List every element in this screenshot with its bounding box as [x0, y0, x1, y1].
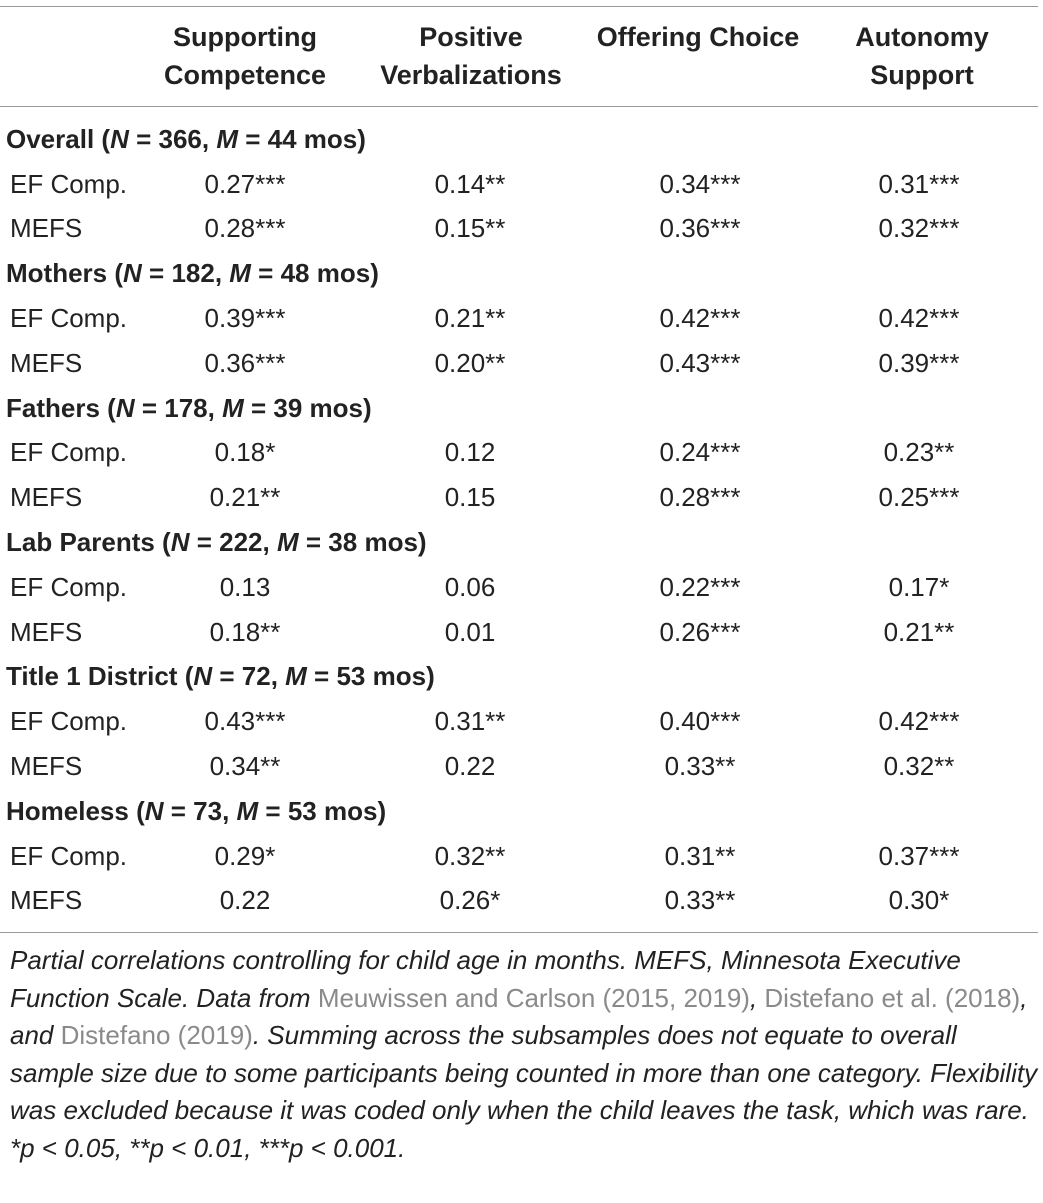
citation-link[interactable]: Distefano (2019): [60, 1020, 253, 1050]
correlation-value: 0.22: [219, 885, 271, 916]
correlation-value: 0.13: [219, 571, 271, 602]
correlation-value: 0.14**: [434, 168, 506, 199]
row-label: MEFS: [10, 616, 83, 647]
table-row: [0, 162, 1038, 207]
group-header-row: [0, 251, 1038, 296]
correlation-value: 0.32***: [878, 213, 960, 244]
correlation-value: 0.32**: [434, 840, 506, 871]
row-label: EF Comp.: [10, 168, 128, 199]
header-rule: [0, 106, 1038, 107]
correlation-value: 0.21**: [434, 303, 506, 334]
table-row: [0, 296, 1038, 341]
correlation-value: 0.26***: [659, 616, 741, 647]
bottom-rule: [0, 932, 1038, 933]
column-header-positive-verbalizations: Positive Verbalizations: [380, 22, 562, 90]
row-label: EF Comp.: [10, 706, 128, 737]
correlation-value: 0.25***: [878, 482, 960, 513]
correlation-value: 0.37***: [878, 840, 960, 871]
column-header-autonomy-support: Autonomy Support: [855, 22, 989, 90]
group-header-row: [0, 520, 1038, 565]
table-row: [0, 431, 1038, 476]
correlation-value: 0.27***: [204, 168, 286, 199]
correlation-value: 0.20**: [434, 347, 506, 378]
table-row: [0, 475, 1038, 520]
correlation-value: 0.23**: [883, 437, 955, 468]
correlation-value: 0.18*: [214, 437, 276, 468]
correlation-value: 0.01: [444, 616, 496, 647]
row-label: EF Comp.: [10, 840, 128, 871]
citation-link[interactable]: Distefano et al. (2018): [764, 982, 1021, 1013]
correlation-value: 0.12: [444, 437, 496, 468]
correlation-value: 0.28***: [204, 213, 286, 244]
group-title: Fathers (N = 178, M = 39 mos): [6, 392, 372, 423]
group-title: Mothers (N = 182, M = 48 mos): [6, 258, 379, 289]
row-label: MEFS: [10, 482, 83, 513]
correlation-value: 0.39***: [878, 347, 960, 378]
correlation-value: 0.31***: [878, 168, 960, 199]
footnote-text: Partial correlations controlling for child age in months. MEFS, Minnesota Executive Function Scale. Data from Meuwissen and Carlson (2015, 2019), Distefano et al. (2018), and Distefano (2019). Summing across the subsamples does not equate to overall sample size due to some participants being counted in more than one category. Flexibility was excluded because it was coded only when the child leaves the task, which was rare.: [10, 945, 1038, 1125]
table-row: [0, 610, 1038, 655]
table-row: [0, 744, 1038, 789]
correlation-value: 0.43***: [659, 347, 741, 378]
correlation-value: 0.33**: [664, 885, 736, 916]
row-label: EF Comp.: [10, 437, 128, 468]
group-header-row: [0, 386, 1038, 431]
correlation-value: 0.32**: [883, 751, 955, 782]
correlation-value: 0.15**: [434, 213, 506, 244]
row-label: MEFS: [10, 751, 83, 782]
group-title: Homeless (N = 73, M = 53 mos): [6, 795, 387, 826]
correlation-value: 0.36***: [204, 347, 286, 378]
table-row: [0, 879, 1038, 924]
table-row: [0, 834, 1038, 879]
correlation-value: 0.34***: [659, 168, 741, 199]
correlation-value: 0.22***: [659, 571, 741, 602]
correlation-value: 0.17*: [888, 571, 950, 602]
correlation-value: 0.42***: [659, 303, 741, 334]
row-label: MEFS: [10, 347, 83, 378]
correlation-value: 0.29*: [214, 840, 276, 871]
correlation-value: 0.22: [444, 751, 496, 782]
correlation-value: 0.06: [444, 571, 496, 602]
table-row: [0, 207, 1038, 252]
correlation-value: 0.40***: [659, 706, 741, 737]
correlation-value: 0.21**: [209, 482, 281, 513]
correlation-table: [0, 117, 1038, 923]
table-row: [0, 699, 1038, 744]
correlation-value: 0.31**: [664, 840, 736, 871]
correlation-value: 0.28***: [659, 482, 741, 513]
group-header-row: [0, 655, 1038, 700]
table-row: [0, 341, 1038, 386]
correlation-value: 0.21**: [883, 616, 955, 647]
group-header-row: [0, 789, 1038, 834]
table-row: [0, 565, 1038, 610]
correlation-value: 0.18**: [209, 616, 281, 647]
significance-note: *p < 0.05, **p < 0.01, ***p < 0.001.: [10, 1132, 406, 1163]
group-title: Lab Parents (N = 222, M = 38 mos): [6, 527, 427, 558]
correlation-value: 0.36***: [659, 213, 741, 244]
citation-link[interactable]: Meuwissen and Carlson (2015, 2019): [317, 982, 750, 1013]
row-label: EF Comp.: [10, 303, 128, 334]
group-title: Title 1 District (N = 72, M = 53 mos): [6, 661, 435, 692]
row-label: MEFS: [10, 213, 83, 244]
correlation-value: 0.42***: [878, 706, 960, 737]
column-header-supporting-competence: Supporting Competence: [163, 22, 327, 90]
correlation-value: 0.26*: [439, 885, 501, 916]
row-label: MEFS: [10, 885, 83, 916]
correlation-value: 0.31**: [434, 706, 506, 737]
correlation-value: 0.33**: [664, 751, 736, 782]
row-label: EF Comp.: [10, 571, 128, 602]
group-title: Overall (N = 366, M = 44 mos): [6, 123, 366, 154]
correlation-value: 0.34**: [209, 751, 281, 782]
group-header-row: [0, 117, 1038, 162]
column-header-offering-choice: Offering Choice: [596, 22, 800, 52]
correlation-value: 0.39***: [204, 303, 286, 334]
correlation-value: 0.43***: [204, 706, 286, 737]
correlation-value: 0.30*: [888, 885, 950, 916]
correlation-value: 0.42***: [878, 303, 960, 334]
correlation-value: 0.24***: [659, 437, 741, 468]
correlation-value: 0.15: [444, 482, 496, 513]
top-rule: [0, 6, 1038, 7]
table-footnote: [10, 942, 1038, 1167]
